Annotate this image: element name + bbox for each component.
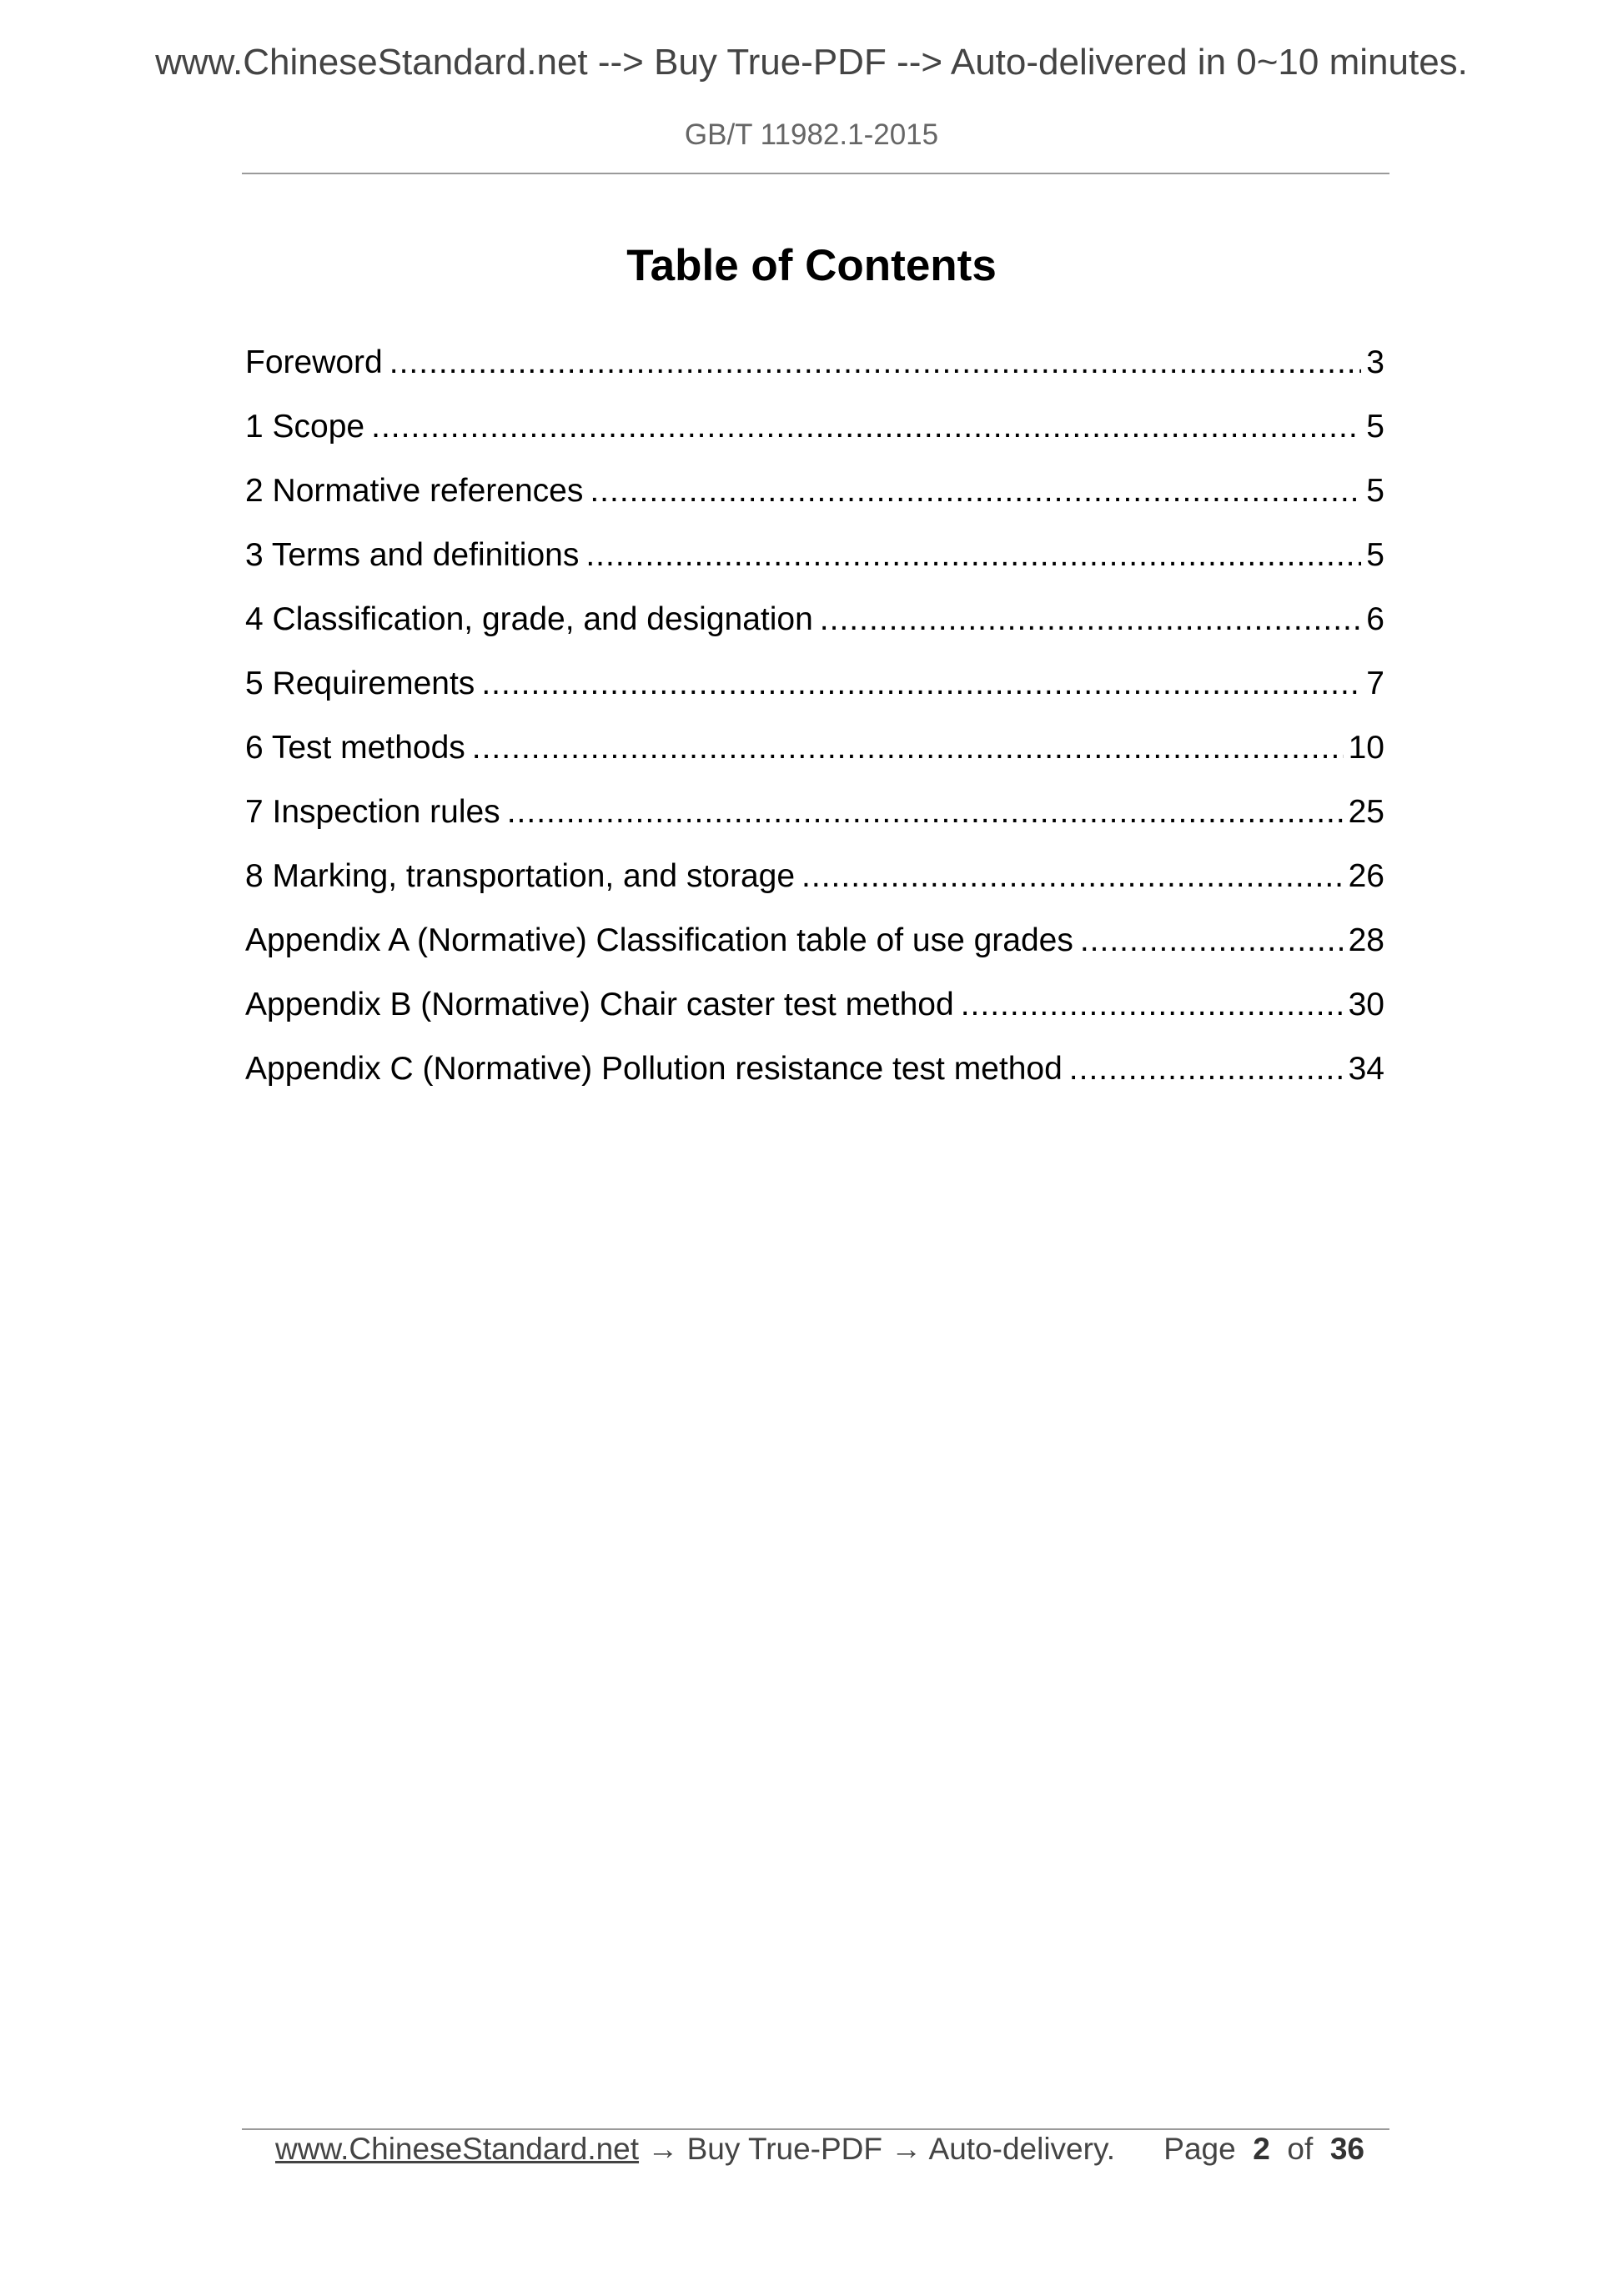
toc-entry-label: Appendix C (Normative) Pollution resistance test method — [245, 1051, 1063, 1087]
toc-entry-marking[interactable] — [245, 857, 1384, 922]
footer-promo — [275, 2132, 1115, 2167]
toc-entry-label: Foreword — [245, 344, 383, 380]
toc-entry-label: 7 Inspection rules — [245, 794, 500, 830]
toc-dot-leader — [472, 729, 1344, 767]
toc-entry-page: 25 — [1348, 794, 1384, 830]
toc-entry-foreword[interactable] — [245, 344, 1384, 408]
toc-entry-label: 3 Terms and definitions — [245, 537, 580, 573]
page-footer — [275, 2132, 1364, 2173]
toc-dot-leader — [1069, 1050, 1344, 1088]
toc-entry-page: 28 — [1348, 922, 1384, 958]
toc-entry-label: 1 Scope — [245, 409, 365, 445]
footer-promo-text: → Buy True-PDF → Auto-delivery. — [639, 2132, 1115, 2166]
footer-divider — [242, 2128, 1389, 2130]
header-divider — [242, 173, 1389, 174]
toc-dot-leader — [801, 857, 1344, 896]
toc-entry-classification[interactable] — [245, 600, 1384, 665]
toc-dot-leader — [371, 408, 1361, 446]
toc-entry-page: 26 — [1348, 858, 1384, 894]
page-current: 2 — [1253, 2132, 1270, 2166]
page-word: Page — [1163, 2132, 1236, 2166]
toc-entry-page: 6 — [1366, 601, 1384, 637]
toc-dot-leader — [389, 344, 1362, 382]
toc-entry-label: 8 Marking, transportation, and storage — [245, 858, 796, 894]
document-code: GB/T 11982.1-2015 — [684, 118, 939, 151]
toc-entry-page: 5 — [1366, 537, 1384, 573]
toc-entry-inspection-rules[interactable] — [245, 793, 1384, 857]
toc-entry-appendix-c[interactable] — [245, 1050, 1384, 1114]
toc-entry-appendix-a[interactable] — [245, 922, 1384, 986]
toc-dot-leader — [507, 793, 1344, 831]
toc-entry-page: 30 — [1348, 987, 1384, 1022]
toc-dot-leader — [820, 600, 1362, 639]
toc-dot-leader — [961, 986, 1344, 1024]
page-total: 36 — [1329, 2132, 1364, 2166]
toc-entry-label: 4 Classification, grade, and designation — [245, 601, 813, 637]
toc-title: Table of Contents — [626, 241, 997, 290]
footer-site-link[interactable]: www.ChineseStandard.net — [275, 2132, 640, 2166]
toc-entry-label: 5 Requirements — [245, 666, 475, 701]
toc-entry-label: Appendix A (Normative) Classification table of use grades — [245, 922, 1073, 958]
toc-entry-page: 7 — [1366, 666, 1384, 701]
toc-entry-page: 3 — [1366, 344, 1384, 380]
toc-entry-page: 10 — [1348, 730, 1384, 766]
top-banner: www.ChineseStandard.net --> Buy True-PDF --> Auto-delivered in 0~10 minutes. — [155, 42, 1468, 83]
toc-entry-label: Appendix B (Normative) Chair caster test method — [245, 987, 954, 1022]
toc-entry-page: 5 — [1366, 409, 1384, 445]
toc-entry-scope[interactable] — [245, 408, 1384, 472]
toc-dot-leader — [590, 472, 1361, 510]
toc-entry-appendix-b[interactable] — [245, 986, 1384, 1050]
toc-dot-leader — [585, 536, 1361, 575]
toc-entry-page: 34 — [1348, 1051, 1384, 1087]
page-of-word: of — [1287, 2132, 1314, 2166]
toc-entry-terms-and-definitions[interactable] — [245, 536, 1384, 600]
toc-list — [245, 344, 1384, 1114]
toc-entry-label: 2 Normative references — [245, 473, 584, 509]
toc-entry-page: 5 — [1366, 473, 1384, 509]
toc-dot-leader — [481, 665, 1361, 703]
toc-entry-label: 6 Test methods — [245, 730, 465, 766]
toc-entry-requirements[interactable] — [245, 665, 1384, 729]
toc-entry-normative-references[interactable] — [245, 472, 1384, 536]
toc-dot-leader — [1080, 922, 1344, 960]
toc-entry-test-methods[interactable] — [245, 729, 1384, 793]
page-counter — [1163, 2132, 1364, 2167]
